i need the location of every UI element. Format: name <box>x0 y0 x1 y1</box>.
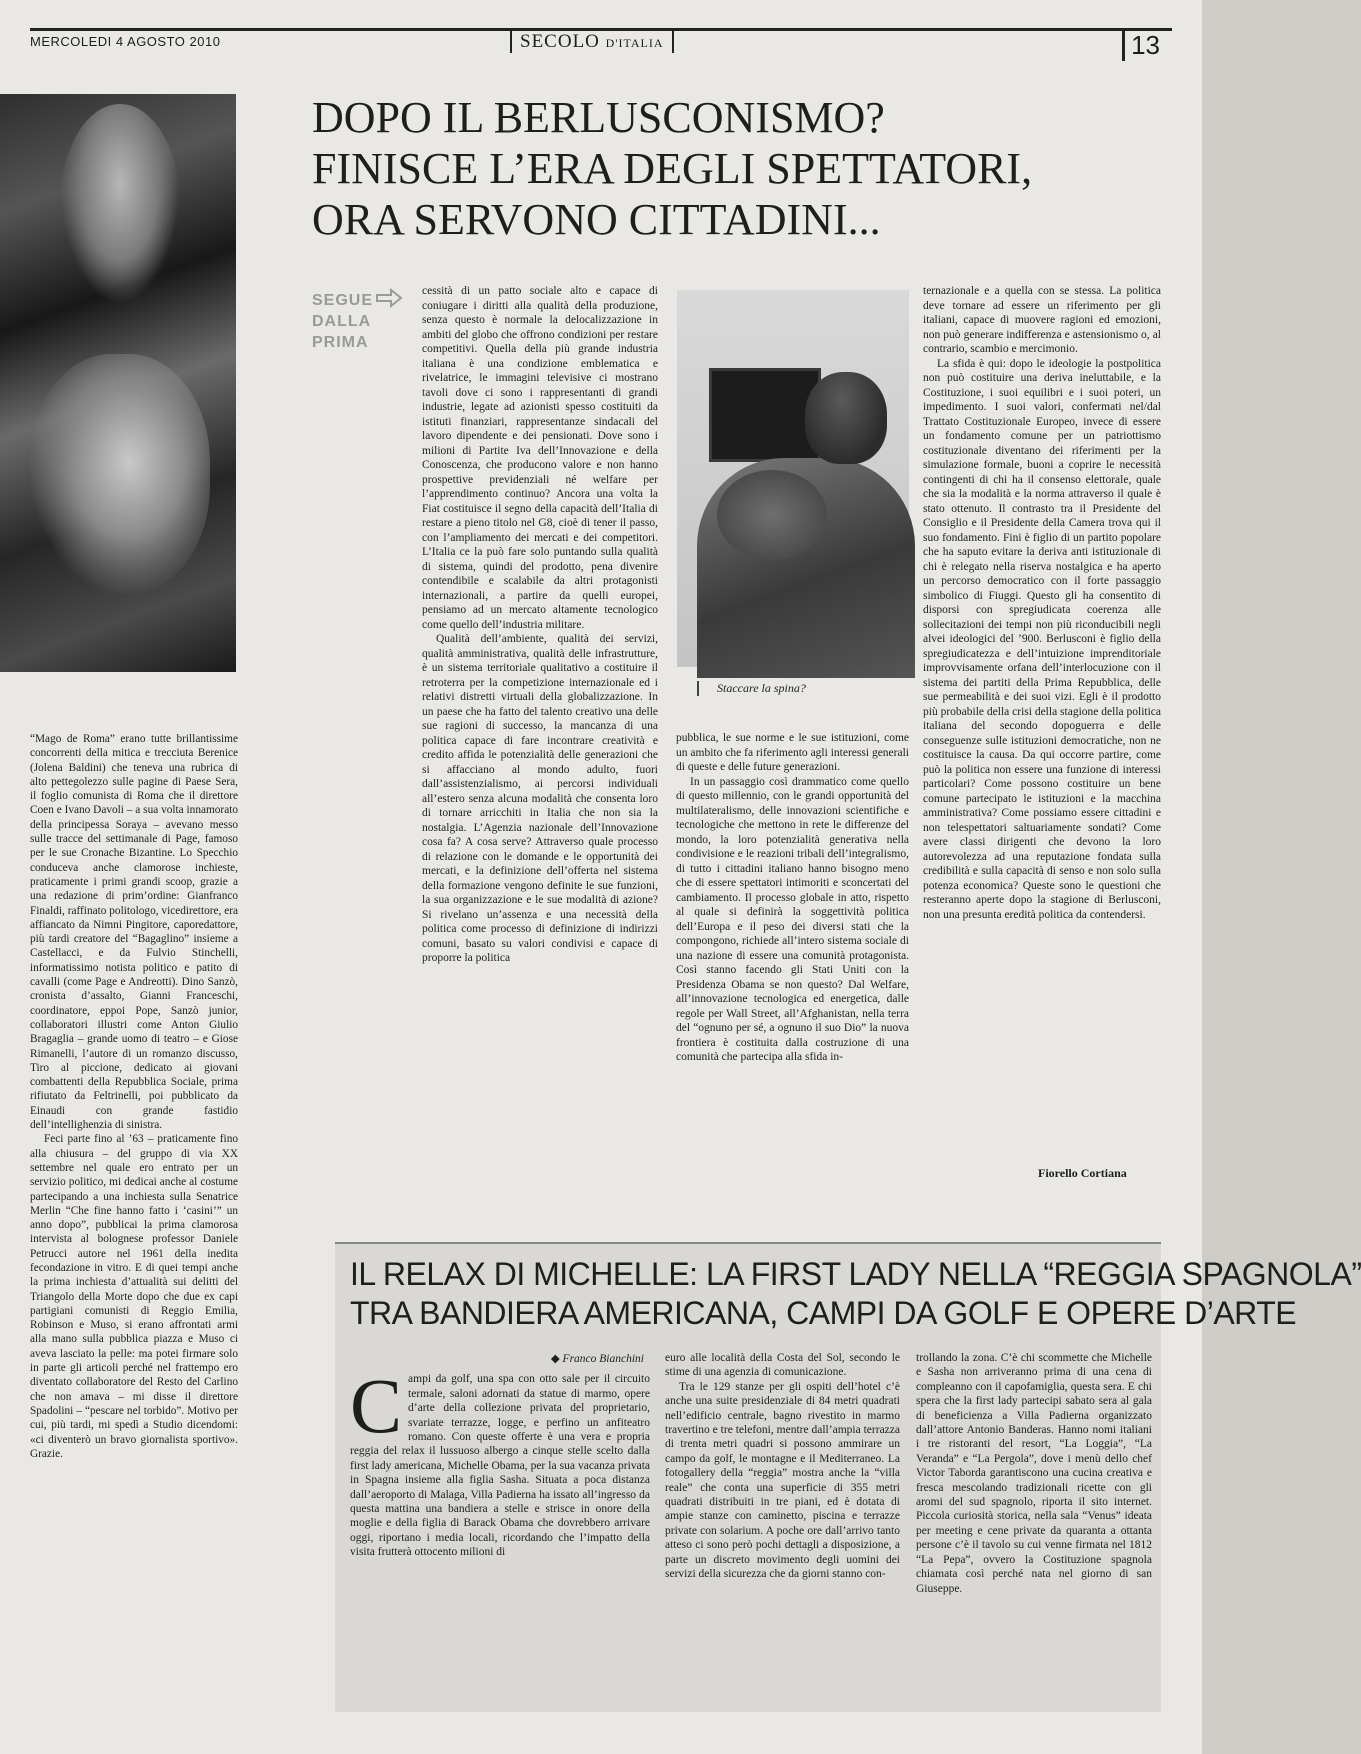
article-author: Fiorello Cortiana <box>1038 1166 1127 1180</box>
article-column-1 <box>422 284 658 966</box>
tv-viewer-photo <box>677 290 909 667</box>
newspaper-name-main: SECOLO <box>520 31 600 52</box>
paragraph: cessità di un patto sociale alto e capace di coniugare i diritti alla qualità della produzione, senza questo è normale la delocalizzazione in ambiti del globo che offrono condizioni per restare competitivi. Quella della più grande industria italiana è una condizione emblematica e rivelatrice, le immagini televisive ci mostrano tavoli dove ci sono i rappresentanti di grandi industrie, legate ad azionisti spesso costituiti da istituti finanziari, rappresentanze sindacali del lavoro dipendente e dei pensionati. Dove sono i milioni di Partite Iva dell’Innovazione e della Conoscenza, che producono valore e non hanno prospettive previdenziali né welfare per l’apprendimento continuo? Ancora una volta la Fiat costituisce il segno della capacità dell’Italia di restare a pieno titolo nel G8, cioè di tener il passo, con l’ampliamento dei mercati e dei competitori. L’Italia ce la può fare solo puntando sulla qualità di sistema, quindi del prodotto, pena divenire contendibile e scalabile da altri protagonisti internazionali, a partire da quelli europei, pensiamo ad un mercato altamente tecnologico come quello dell’industria militare. <box>422 285 658 631</box>
headline-line: ORA SERVONO CITTADINI... <box>312 195 881 244</box>
paragraph: La sfida è qui: dopo le ideologie la postpolitica non può costituire una deriva ineluttabile, e la Costituzione, i suoi equilibri e i suoi poteri, un impedimento. I suoi valori, confermati nel/dal Trattato Costituzionale Europeo, invece di essere un fondamento comune per un patriottismo costituzionale diventano dei riferimenti per la simulazione formale, buoni a coprire le necessità contingenti di chi ha il consenso elettorale, quale che sia la modalità e la norma attraverso il quale è stato ottenuto. Il contrasto tra il Presidente del Consiglio e il Presidente della Camera trova qui il suo fondamento. Fini è figlio di un partito popolare che ha saputo evitare la deriva anti istituzionale di chi è relegato nella riserva nostalgica e ha aperto un percorso democratico con il forte passaggio simbolico di Fiuggi. Questo gli ha consentito di disporsi con spregiudicata coerenza alle sollecitazioni dei tempi non più riconducibili negli alvei ideologici del ’900. Berlusconi è figlio della spregiudicatezza e dell’intuizione imprenditoriale improvvisamente orfana dell’interlocuzione con il sistema dei partiti della Prima Repubblica, delle sue permeabilità e dei suoi vizi. Egli è il prodotto più probabile della crisi della stagione della politica italiana del secondo dopoguerra e delle conseguenze sulle istituzioni democratiche, non ne costituisce la causa. Da qui occorre partire, come può la politica non essere una funzione di interessi particolari? Come possono costituire un bene comune partecipato le istituzioni e la macchina amministrativa? Come possiamo essere cittadini e non telespettatori saltuariamente sondati? Come avere classi dirigenti che devono la loro autorevolezza ad una reputazione fondata sulla credibilità e sulla capacità di senso e non solo sulla potenza economica? Queste sono le questioni che resteranno aperte dopo la stagione di Berlusconi, non una presunta eredità politica da contendersi. <box>923 357 1161 921</box>
issue-date: MERCOLEDI 4 AGOSTO 2010 <box>30 34 221 49</box>
paragraph-text: ampi da golf, una spa con otto sale per il circuito termale, saloni adornati da statue di marmo, opere d’arte della collezione privata del proprietario, svariate terrazze, logge, e perfino un anfiteatro romano. Con queste offerte è una vera e propria reggia del relax il lussuoso albergo a cinque stelle scelto dalla first lady americana, Michelle Obama, per la sua vacanza privata in Spagna insieme alla figlia Sasha. Situata a poca distanza dall’aeroporto di Malaga, Villa Padierna ha issato all’ingresso da questa mattina una bandiera a stelle e strisce in onore della moglie e della figlia di Barack Obama che dovrebbero arrivare oggi, riportano i media locali, ricordando che l’impatto della visita frutterà ottocento milioni di <box>350 1373 650 1559</box>
headline-line: DOPO IL BERLUSCONISMO? <box>312 93 885 142</box>
article-author: ◆ Franco Bianchini <box>550 1353 644 1365</box>
left-column-story <box>30 732 238 1461</box>
paragraph: “Mago de Roma” erano tutte brillantissime concorrenti della mitica e trecciuta Berenice (Jolena Baldini) che teneva una rubrica di alto pettegolezzo sulle pagine di Paese Sera, il foglio comunista di Roma che il direttore Coen e Ivano Davoli – a sua volta innamorato della principessa Soraya – avevano messo sulle tracce del settimanale di Page, famoso per le sue Cronache Bizantine. Lo Specchio conduceva anche clamorose inchieste, praticamente i primi grandi scoop, grazie a una redazione di prim’ordine: Gianfranco Finaldi, raffinato politologo, vicedirettore, era affiancato da Nimni Pingitore, caporedattore, più tardi creatore del “Bagaglino” insieme a Castellacci, e da Fulvio Stinchelli, informatissimo notista politico e patito di cavalli (come Page e Andreotti). Dino Sanzò, cronista d’assalto, Gianni Franceschi, coordinatore, eppoi Pope, Sanzò junior, collaboratori illustri come Anton Giulio Bragaglia – grande uomo di teatro – e Giose Rimanelli, l’autore di un romanzo discusso, Tiro al piccione, dedicato ai giovani combattenti della Repubblica Sociale, prima rifiutato da Feltrinelli, poi pubblicato da Einaudi con grande fastidio dell’intellighenzia di sinistra. <box>30 733 238 1132</box>
paragraph: ternazionale e a quella con se stessa. La politica deve tornare ad essere un riferimento per gli italiani, capace di muovere ragioni ed emozioni, non può generare indifferenza e astensionismo o, al contrario, scambio e mercimonio. <box>923 285 1161 355</box>
article-column-3 <box>923 284 1161 922</box>
article-headline <box>312 92 1152 245</box>
paragraph: Tra le 129 stanze per gli ospiti dell’hotel c’è anche una suite presidenziale di 84 metri quadrati nell’edificio centrale, bagno rivestito in marmo travertino e tre telefoni, mentre dall’ampia terrazza di trenta metri quadri si possono ammirare un campo da golf, le montagne e il Mediterraneo. La fotogallery della “reggia” mostra anche la “villa reale” che conta una superficie di 355 metri quadrati distribuiti in tre piani, ed è dotata di ampie stanze con caminetto, piscina e terrazze private con solarium. A poche ore dall’arrivo tanto atteso ci sono però pochi dettagli a disposizione, a parte un discreto movimento degli uomini dei servizi della sicurezza che da giorni stanno con- <box>665 1380 900 1581</box>
paragraph: Qualità dell’ambiente, qualità dei servizi, qualità amministrativa, qualità delle infrastrutture, è un sistema territoriale qualitativo a costituire il retroterra per la competizione internazionale ed i relativi distretti virtuali della globalizzazione. In un paese che ha fatto del talento creativo una delle sue ragioni di successo, la mancanza di una politica capace di fare incontrare creatività e credito affida le potenzialità delle generazioni che si affacciano al mondo adulto, fuori dall’assistenzialismo, ai percorsi individuali all’estero senza alcuna modalità che consenta loro di tornare arricchiti in Italia che non sia la nostalgia. L’Agenzia nazionale dell’Innovazione cosa fa? A cosa serve? Attraverso quale processo di relazione con le domande e le opportunità dei mercati, e la definizione dell’offerta nel sistema della formazione vengono definite le sue funzioni, la sua organizzazione e le sue modalità di azione? Si rivelano un’assenza e una necessità della politica come processo di definizione di indirizzi comuni, basato su valori condivisi e capace di proporre la politica <box>422 633 658 964</box>
michelle-column-1 <box>350 1352 650 1560</box>
headline-line: FINISCE L’ERA DEGLI SPETTATORI, <box>312 144 1033 193</box>
author-name: Franco Bianchini <box>562 1353 644 1365</box>
paragraph: pubblica, le sue norme e le sue istituzioni, come un ambito che fa riferimento agli interessi generali di queste e delle future generazioni. <box>676 732 909 773</box>
photo-caption: Staccare la spina? <box>697 681 806 696</box>
michelle-column-2 <box>665 1351 900 1582</box>
michelle-article-title <box>350 1255 1361 1333</box>
newspaper-name <box>510 31 674 53</box>
newspaper-name-small: D'ITALIA <box>605 36 664 50</box>
title-line: TRA BANDIERA AMERICANA, CAMPI DA GOLF E OPERE D’ARTE <box>350 1295 1297 1331</box>
arrow-right-icon <box>375 288 403 308</box>
paragraph: In un passaggio così drammatico come quello di questo millennio, con le grandi opportunità del multilateralismo, delle innovazioni scientifiche e tecnologiche che mettono in rete le differenze del mondo, la loro potenzialità generativa nella condivisione e le reazioni tribali dell’integralismo, di tutto i cittadini italiano hanno bisogno meno che di essere spettatori intimoriti e sconcertati del cambiamento. Il processo globale in atto, rispetto al quale si definirà la soggettività politica dell’Europa e il peso dei diversi stati che la compongono, richiede all’intero sistema sociale di una nazione di essere una comunità protagonista. Così stanno facendo gli Stati Uniti con la Presidenza Obama se non questo? Dal Welfare, all’innovazione tecnologica ed energetica, dalle regole per Wall Street, all’Afghanistan, nella terra del “ognuno per sé, a ognuno il suo Dio” la nuova frontiera è costituita dalla costruzione di una comunità che partecipa alla sfida in- <box>676 775 909 1063</box>
theatre-photo <box>0 94 236 672</box>
michelle-column-3 <box>916 1351 1152 1596</box>
paragraph <box>350 1362 650 1559</box>
paragraph: trollando la zona. C’è chi scommette che Michelle e Sasha non arriveranno prima di una cena di compleanno con il capofamiglia, questa sera. E chi spera che la first lady partecipi sabato sera al gala di beneficienza a Villa Padierna organizzato dall’attore Antonio Banderas. Hanno nomi italiani i tre ristoranti del resort, “La Loggia”, “La Veranda” e “La Pergola”, dove i menù dello chef Victor Taborda garantiscono una cucina creativa e fresca mescolando tradizionali ricette con gli aromi del sud spagnolo, riporta il sito internet. Piccola curiosità storica, nella sala “Venus” ideata per meeting e cene private da quaranta a ottanta persone c’è il tavolo su cui venne firmata nel 1812 “La Pepa”, ovvero la Costituzione spagnola chiamata così perché nata nel giorno di san Giuseppe. <box>916 1352 1152 1595</box>
drop-cap: C <box>350 1362 403 1450</box>
title-line: IL RELAX DI MICHELLE: LA FIRST LADY NELLA “REGGIA SPAGNOLA” <box>350 1256 1361 1292</box>
paragraph: euro alle località della Costa del Sol, secondo le stime di una agenzia di comunicazione. <box>665 1352 900 1379</box>
page-number: 13 <box>1122 30 1160 61</box>
continued-from-label: SEGUE DALLA PRIMA <box>312 292 374 351</box>
viewer-arm <box>717 470 827 560</box>
viewer-head <box>805 372 887 464</box>
article-column-2 <box>676 731 909 1065</box>
paragraph: Feci parte fino al ’63 – praticamente fino alla chiusura – del gruppo di via XX settembre nel quale ero entrato per un servizio politico, mi dedicai anche al costume partecipando a una inchiesta sulla Senatrice Merlin “Che fine hanno fatto i ‘casini’” un anno dopo”, pubblicai la prima clamorosa intervista al bolognese professor Daniele Petrucci autore nel 1961 della inedita fecondazione in vitro. E di quei tempi anche la prima inchiesta d’attualità sui delitti del Triangolo della Morte dopo che due ex capi partigiani comunisti di Reggio Emilia, Robinson e Muso, si erano affrontati armi alla mano sulla pubblica piazza e Muso ci aveva lasciato la pelle: ma potei firmare solo in parte gli articoli perché nel frattempo ero diventato collaboratore del Resto del Carlino che non amava – mi disse il direttore Spadolini – “pescare nel torbido”. Motivo per cui, più tardi, mi spedì a Studio dicendomi: «ci diventerò un bravo giornalista sportivo». Grazie. <box>30 1133 238 1460</box>
